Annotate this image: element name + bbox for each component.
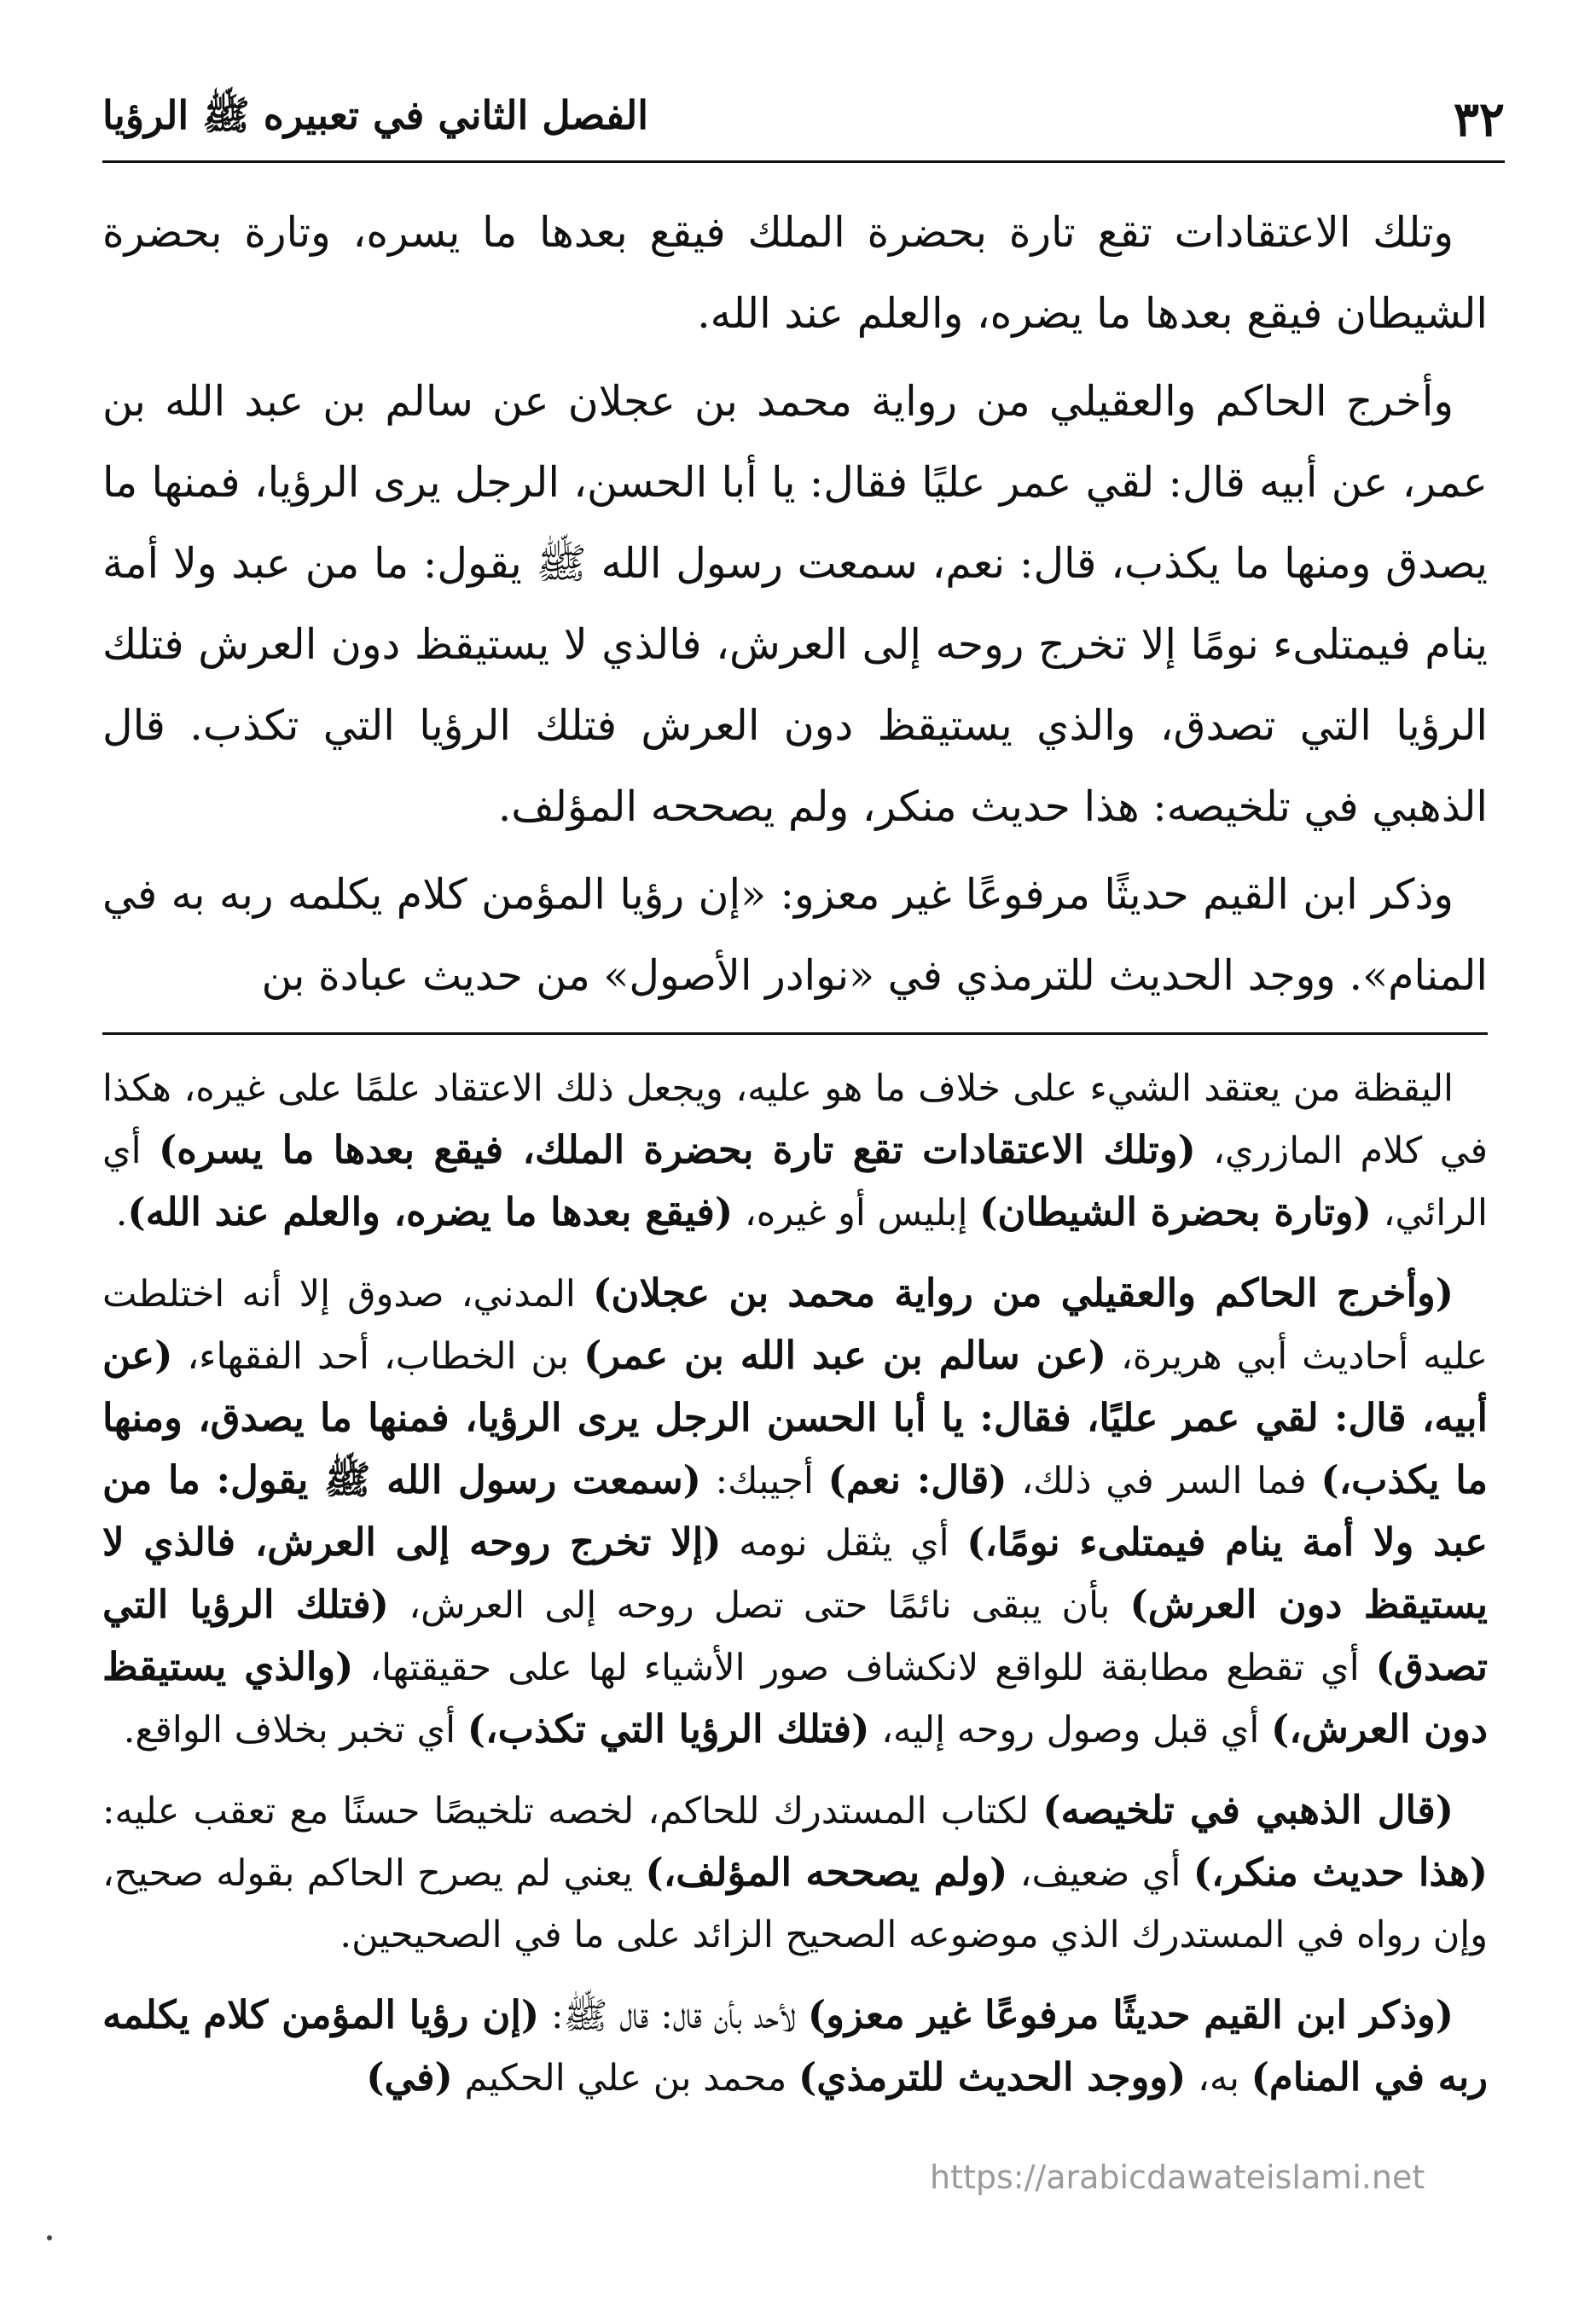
commentary-text: يعني لم يصرح الحاكم بقوله صحيح، وإن رواه في المستدرك الذي موضوعه الصحيح الزائد على ما في الصحيحين.: [102, 1852, 1488, 1956]
commentary-text: اليقظة من يعتقد الشيء على خلاف ما هو عليه، ويجعل ذلك الاعتقاد علمًا على غيره، هكذا في كلام المازري،: [102, 1067, 1489, 1172]
commentary-paragraph: [102, 1780, 1488, 1966]
main-paragraph: وتلك الاعتقادات تقع تارة بحضرة الملك فيقع بعدها ما يسره، وتارة بحضرة الشيطان فيقع بعدها ما يضره، والعلم عند الله.: [102, 208, 1488, 338]
commentary-text: لكتاب المستدرك للحاكم، لخصه تلخيصًا حسنًا مع تعقب عليه:: [102, 1790, 1043, 1833]
commentary-text: .: [115, 1192, 128, 1235]
commentary-text: أي الرائي،: [102, 1130, 1488, 1235]
running-title: الفصل الثاني في تعبيره ﷺ الرؤيا: [102, 91, 649, 138]
quoted-text: (ووجد الحديث للترمذي): [798, 2054, 1187, 2100]
quoted-text: (عن أبيه، قال: لقي عمر عليًا، فقال: يا أبا الحسن الرجل يرى الرؤيا، فمنها ما يصدق، ومنها ما يكذب،): [102, 1333, 1489, 1502]
quoted-text: (إن رؤيا المؤمن كلام يكلمه ربه في المنام): [102, 1992, 1488, 2100]
quoted-text: (قال الذهبي في تلخيصه): [1042, 1787, 1454, 1833]
commentary-text: أي ضعيف،: [1007, 1852, 1193, 1895]
quoted-text: (وأخرج الحاكم والعقيلي من رواية محمد بن عجلان): [593, 1270, 1454, 1316]
quoted-text: (فيقع بعدها ما يضره، والعلم عند الله): [127, 1189, 734, 1235]
main-paragraph: وأخرج الحاكم والعقيلي من رواية محمد بن عجلان عن سالم بن عبد الله بن عمر، عن أبيه قال: لقي عمر عليًا فقال: يا أبا الحسن، الرجل يرى الرؤيا، فمنها ما يصدق ومنها ما يكذب، قال: نعم، سمعت رسول الله ﷺ يقول: ما من عبد ولا أمة ينام فيمتلىء نومًا إلا تخرج روحه إلى العرش، فالذي لا يستيقظ دون العرش فتلك الرؤيا التي تصدق، والذي يستيقظ دون العرش فتلك الرؤيا التي تكذب. قال الذهبي في تلخيصه: هذا حديث منكر، ولم يصححه المؤلف.: [102, 377, 1489, 831]
quoted-text: (في): [366, 2054, 453, 2100]
quoted-text: (فتلك الرؤيا التي تكذب،): [467, 1706, 870, 1752]
commentary-paragraph: [102, 1058, 1488, 1244]
commentary-text: المدني، صدوق إلا أنه اختلطت عليه أحاديث أبي هريرة،: [102, 1273, 1488, 1378]
scan-speck: [47, 2235, 52, 2240]
quoted-text: (سمعت رسول الله ﷺ يقول: ما من عبد ولا أمة ينام فيمتلىء نومًا،): [102, 1457, 1488, 1565]
commentary-paragraph: [102, 1263, 1488, 1761]
quoted-text: (وذكر ابن القيم حديثًا مرفوعًا غير معزو): [807, 1992, 1454, 2037]
commentary-text: به،: [1186, 2057, 1251, 2100]
commentary-text: أي قبل وصول روحه إليه،: [869, 1709, 1272, 1752]
quoted-text: (عن سالم بن عبد الله بن عمر): [583, 1333, 1107, 1378]
quoted-text: (وتلك الاعتقادات تقع تارة بحضرة الملك، فيقع بعدها ما يسره): [158, 1127, 1196, 1172]
commentary-paragraph: [102, 1984, 1488, 2109]
watermark-url: https://arabicdawateislami.net: [930, 2158, 1425, 2196]
commentary-text: فما السر في ذلك،: [1007, 1460, 1321, 1502]
header-divider: [102, 160, 1505, 163]
quoted-text: (قال: نعم): [827, 1457, 1007, 1502]
commentary-text: أي يثقل نومه: [721, 1522, 967, 1565]
commentary-text: بن الخطاب، أحد الفقهاء،: [172, 1335, 584, 1378]
main-text: [102, 192, 1488, 1016]
quoted-text: (فتلك الرؤيا التي تصدق): [102, 1582, 1488, 1689]
quoted-text: (وتارة بحضرة الشيطان): [979, 1189, 1372, 1235]
quoted-text: (هذا حديث منكر،): [1193, 1850, 1489, 1895]
commentary-divider: [102, 1032, 1488, 1035]
quoted-text: (إلا تخرج روحه إلى العرش، فالذي لا يستيقظ دون العرش): [102, 1519, 1488, 1627]
commentary-text: أي تقطع مطابقة للواقع لانكشاف صور الأشياء لها على حقيقتها،: [353, 1647, 1376, 1689]
commentary-text: أجيبك:: [700, 1460, 828, 1502]
commentary-text: محمد بن علي الحكيم: [452, 2057, 798, 2100]
commentary-text: أي تخبر بخلاف الواقع.: [123, 1709, 467, 1752]
page-number: ٣٢: [1453, 91, 1505, 148]
commentary: [102, 1058, 1488, 2109]
quoted-text: (ولم يصححه المؤلف،): [645, 1850, 1008, 1895]
page-header: [102, 85, 1505, 154]
commentary-text: لأحد بأن قال: قال ﷺ:: [539, 1995, 808, 2037]
commentary-text: بأن يبقى نائمًا حتى تصل روحه إلى العرش،: [388, 1584, 1130, 1627]
commentary-text: إبليس أو غيره،: [733, 1192, 980, 1235]
main-paragraph: وذكر ابن القيم حديثًا مرفوعًا غير معزو: «إن رؤيا المؤمن كلام يكلمه ربه به في المنام». ووجد الحديث للترمذي في «نوادر الأصول» من حديث عبادة بن: [102, 870, 1488, 1000]
quoted-text: (والذي يستيقظ دون العرش،): [102, 1644, 1488, 1752]
